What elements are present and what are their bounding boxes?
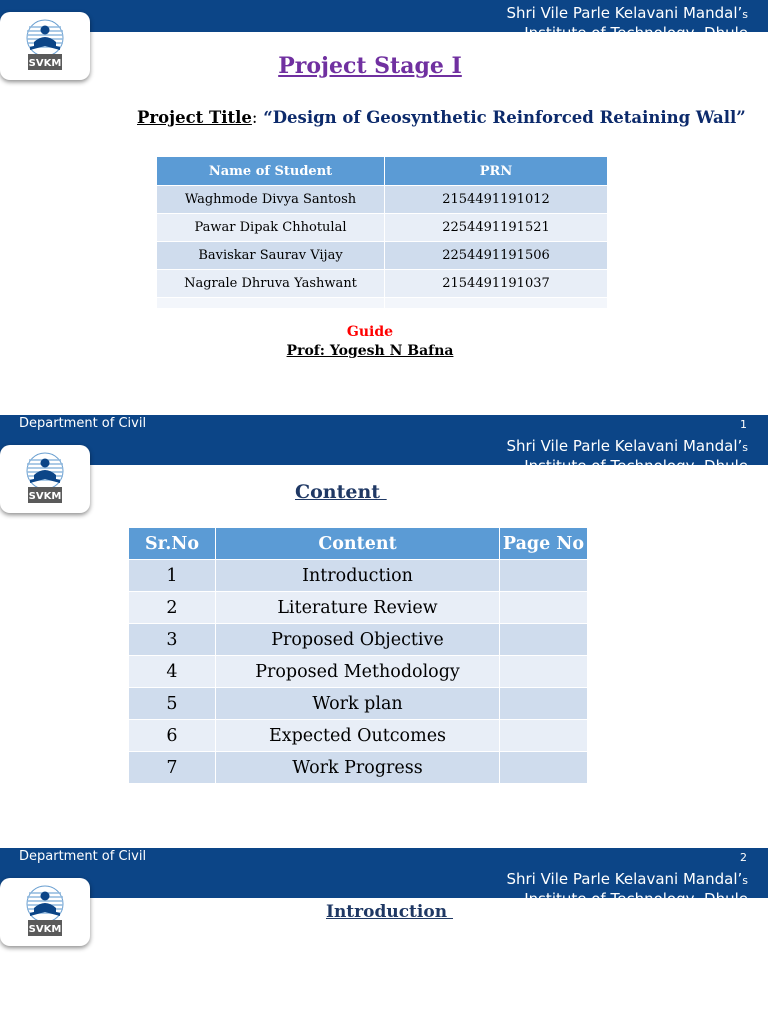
- student-name: Baviskar Saurav Vijay: [157, 242, 385, 270]
- content-item: Literature Review: [216, 592, 500, 624]
- table-header-row: [129, 528, 588, 560]
- slide-1: [0, 0, 768, 433]
- content-item: Work plan: [216, 688, 500, 720]
- student-prn: 2154491191037: [385, 270, 608, 298]
- svg-text:SVKM: SVKM: [28, 491, 62, 502]
- table-row: [129, 656, 588, 688]
- student-prn: 2254491191521: [385, 214, 608, 242]
- content-item: Work Progress: [216, 752, 500, 784]
- slide-title: Content: [295, 481, 387, 503]
- page-no: [500, 656, 588, 688]
- table-row: [129, 752, 588, 784]
- column-header: Name of Student: [157, 157, 385, 186]
- svkm-logo-icon: [20, 884, 70, 940]
- students-table: [156, 156, 608, 309]
- header-bar: [0, 866, 768, 908]
- institute-name: Institute of Technology, Dhule: [524, 457, 748, 475]
- column-header: Sr.No: [129, 528, 216, 560]
- guide-label: Guide: [346, 324, 394, 340]
- table-row: [157, 214, 608, 242]
- table-row: [157, 186, 608, 214]
- org-name: Shri Vile Parle Kelavani Mandal’s: [506, 4, 748, 22]
- header-bar: [0, 0, 768, 42]
- page-no: [500, 688, 588, 720]
- page-number: 1: [740, 418, 747, 431]
- sr-no: 4: [129, 656, 216, 688]
- table-row: [129, 720, 588, 752]
- sr-no: 1: [129, 560, 216, 592]
- footer-bar: [0, 415, 768, 433]
- sr-no: 7: [129, 752, 216, 784]
- page-no: [500, 752, 588, 784]
- page-no: [500, 624, 588, 656]
- student-prn: 2154491191012: [385, 186, 608, 214]
- content-item: Proposed Objective: [216, 624, 500, 656]
- page-no: [500, 592, 588, 624]
- guide-name: Prof: Yogesh N Bafna: [286, 343, 454, 359]
- slide-title: Introduction: [326, 902, 453, 922]
- department-label: Department of Civil: [19, 416, 147, 431]
- project-title: Project Title: “Design of Geosynthetic Reinforced Retaining Wall”: [137, 108, 746, 127]
- svkm-logo-icon: [20, 451, 70, 507]
- sr-no: 6: [129, 720, 216, 752]
- sr-no: 2: [129, 592, 216, 624]
- student-name: Waghmode Divya Santosh: [157, 186, 385, 214]
- content-table: [128, 527, 588, 784]
- column-header: Content: [216, 528, 500, 560]
- student-name: Nagrale Dhruva Yashwant: [157, 270, 385, 298]
- svkm-logo: [0, 878, 90, 946]
- org-name: Shri Vile Parle Kelavani Mandal’s: [506, 437, 748, 455]
- svkm-logo: [0, 445, 90, 513]
- page-no: [500, 560, 588, 592]
- svg-text:SVKM: SVKM: [28, 58, 62, 69]
- table-row: [129, 592, 588, 624]
- content-item: Expected Outcomes: [216, 720, 500, 752]
- column-header: PRN: [385, 157, 608, 186]
- header-bar: [0, 433, 768, 475]
- institute-name: Institute of Technology, Dhule: [524, 24, 748, 42]
- student-prn: 2254491191506: [385, 242, 608, 270]
- department-label: Department of Civil: [19, 849, 147, 864]
- table-row: [129, 624, 588, 656]
- slide-title: Project Stage I: [278, 53, 462, 79]
- table-row: [129, 560, 588, 592]
- org-name: Shri Vile Parle Kelavani Mandal’s: [506, 870, 748, 888]
- student-name: Pawar Dipak Chhotulal: [157, 214, 385, 242]
- page-number: 2: [740, 851, 747, 864]
- sr-no: 5: [129, 688, 216, 720]
- table-header-row: [157, 157, 608, 186]
- slide-2: [0, 433, 768, 866]
- table-row: [157, 242, 608, 270]
- sr-no: 3: [129, 624, 216, 656]
- institute-name: Institute of Technology, Dhule: [524, 890, 748, 908]
- table-row: [129, 688, 588, 720]
- footer-bar: [0, 848, 768, 866]
- slide-3: [0, 866, 768, 1024]
- page-no: [500, 720, 588, 752]
- column-header: Page No: [500, 528, 588, 560]
- table-row: [157, 298, 608, 309]
- svg-text:SVKM: SVKM: [28, 924, 62, 935]
- content-item: Introduction: [216, 560, 500, 592]
- content-item: Proposed Methodology: [216, 656, 500, 688]
- table-row: [157, 270, 608, 298]
